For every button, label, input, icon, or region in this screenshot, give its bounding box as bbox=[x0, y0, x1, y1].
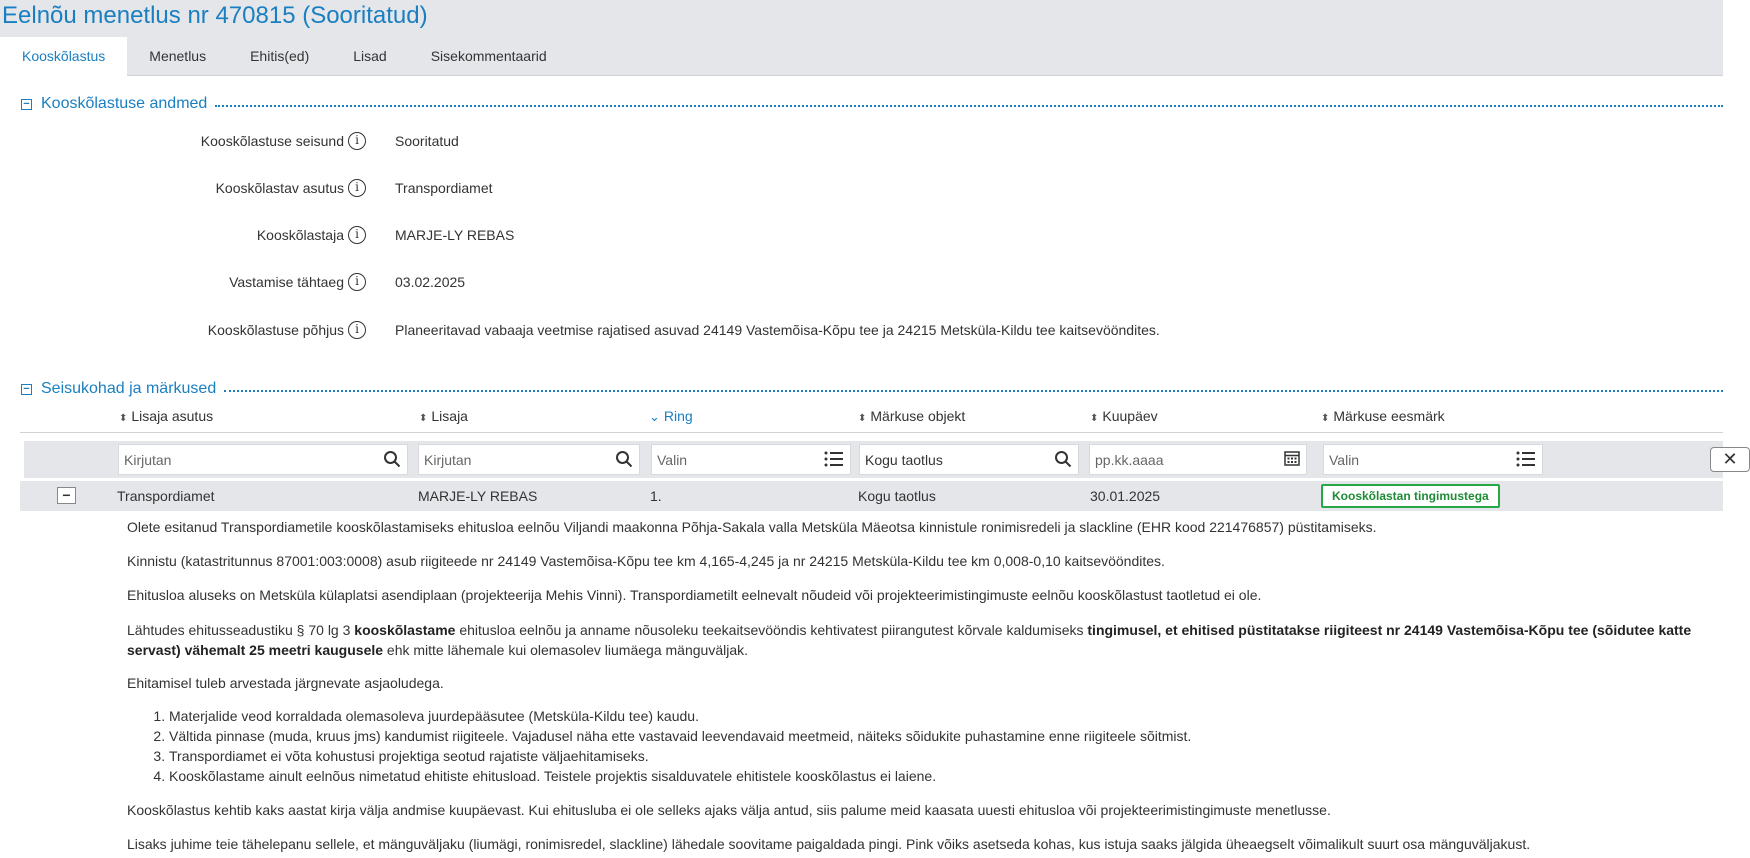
list-item: 2. Vältida pinnase (muda, kruus jms) kandumist riigiteele. Vajadusel näha ette vastavaid leevendavaid meetmeid, näiteks sõidukite puhastamine enne riigiteele sõitmist. bbox=[169, 726, 1723, 746]
tab-sisekommentaarid[interactable]: Sisekommentaarid bbox=[430, 48, 547, 64]
filter-lisaja bbox=[418, 444, 640, 475]
cell-ring: 1. bbox=[650, 488, 662, 504]
status-badge: Kooskõlastan tingimustega bbox=[1321, 484, 1500, 508]
cell-lisaja-asutus: Transpordiamet bbox=[117, 488, 215, 504]
cell-kuupaev: 30.01.2025 bbox=[1090, 488, 1161, 504]
sort-icon: ⬍ bbox=[419, 413, 428, 424]
info-label: Vastamise tähtaeg bbox=[229, 274, 344, 290]
cell-markuse-objekt: Kogu taotlus bbox=[858, 488, 936, 504]
column-header-kuupaev[interactable]: ⬍ Kuupäev bbox=[1090, 408, 1158, 424]
search-icon[interactable] bbox=[615, 450, 633, 473]
info-icon[interactable]: i bbox=[348, 321, 366, 339]
section-divider bbox=[224, 390, 1723, 392]
comment-paragraph: Lähtudes ehitusseadustiku § 70 lg 3 kooskõlastame ehitusloa eelnõu ja anname nõusoleku teekaitsevööndis kehtivatest piirangutest kõrvale kaldumiseks tingimusel, et ehitised püstitatakse riigiteest nr 24149 Vastemõisa-Kõpu tee (sõidutee katte servast) vähemalt 25 meetri kaugusele ehk mitte lähemale kui olemasolev liumäega mänguväljak. bbox=[127, 622, 1692, 658]
info-icon[interactable]: i bbox=[348, 273, 366, 291]
search-icon[interactable] bbox=[383, 450, 401, 473]
filter-select[interactable] bbox=[652, 445, 850, 474]
sort-icon: ⬍ bbox=[119, 413, 128, 424]
comment-paragraph: Ehitusloa aluseks on Metsküla külaplatsi asendiplaan (projekteerija Mehis Vinni). Transpordiametilt eelnevalt nõudeid või projekteerimistingimuste eelnõu kooskõlastust taotletud ei ole. bbox=[127, 587, 1262, 603]
section-divider bbox=[215, 105, 1723, 107]
page-header bbox=[0, 0, 1723, 76]
list-item: 3. Transpordiamet ei võta kohustusi projektiga seotud rajatiste väljaehitamiseks. bbox=[169, 746, 1723, 766]
info-value: Sooritatud bbox=[395, 133, 459, 149]
sort-icon: ⬍ bbox=[858, 413, 867, 424]
tab-ehitised[interactable]: Ehitis(ed) bbox=[250, 48, 310, 64]
column-header-markuse-eesmark[interactable]: ⬍ Märkuse eesmärk bbox=[1321, 408, 1445, 424]
clear-filters-button[interactable] bbox=[1710, 447, 1750, 472]
info-icon[interactable]: i bbox=[348, 179, 366, 197]
info-row-tahtaeg bbox=[0, 272, 1723, 292]
collapse-row-button[interactable]: − bbox=[57, 487, 76, 504]
collapse-section-icon[interactable]: − bbox=[21, 99, 32, 110]
list-icon[interactable] bbox=[1516, 450, 1536, 473]
cell-lisaja: MARJE-LY REBAS bbox=[418, 488, 538, 504]
comment-paragraph: Ehitamisel tuleb arvestada järgnevate asjaoludega. bbox=[127, 675, 444, 691]
search-icon[interactable] bbox=[1054, 450, 1072, 473]
section-title: Seisukohad ja märkused bbox=[41, 380, 217, 397]
info-label: Kooskõlastaja bbox=[256, 227, 344, 243]
info-icon[interactable]: i bbox=[348, 132, 366, 150]
tab-lisad[interactable]: Lisad bbox=[353, 48, 387, 64]
filter-kuupaev bbox=[1089, 444, 1307, 475]
calendar-icon[interactable] bbox=[1284, 450, 1300, 471]
section-header-kooskolastuse-andmed bbox=[21, 94, 1723, 114]
tab-kooskolastus[interactable]: Kooskõlastus bbox=[0, 37, 127, 76]
list-item: 1. Materjalide veod korraldada olemasoleva juurdepääsutee (Metsküla-Kildu tee) kaudu. bbox=[169, 706, 1723, 726]
sort-icon: ⬍ bbox=[1321, 413, 1330, 424]
page-title: Eelnõu menetlus nr 470815 (Sooritatud) bbox=[2, 2, 428, 29]
date-field[interactable] bbox=[1090, 445, 1306, 474]
table-header bbox=[20, 408, 1723, 433]
comment-paragraph: Olete esitanud Transpordiametile kooskõlastamiseks ehitusloa eelnõu Viljandi maakonna Põhja-Sakala valla Metsküla Mäeotsa kinnistule ronimisredeli ja slackline (EHR kood 221476857) püstitamiseks. bbox=[127, 519, 1377, 535]
filter-input[interactable] bbox=[419, 445, 639, 474]
filter-select[interactable] bbox=[1324, 445, 1542, 474]
filter-ring bbox=[651, 444, 851, 475]
close-icon: ✕ bbox=[1722, 449, 1738, 469]
collapse-section-icon[interactable]: − bbox=[21, 384, 32, 395]
info-row-asutus bbox=[0, 178, 1723, 198]
sort-icon: ⬍ bbox=[1090, 413, 1099, 424]
tab-bar bbox=[0, 37, 569, 76]
comment-paragraph: Lisaks juhime teie tähelepanu sellele, et mänguväljaku (liumägi, ronimisredel, slackline) lähedale soovitame paigaldada pingi. Pink võiks asetseda kohas, kus istuja saaks jälgida üheaegselt võimalikult suurt osa mänguväljakust. bbox=[127, 836, 1531, 852]
info-label: Kooskõlastav asutus bbox=[215, 180, 344, 196]
info-value: Transpordiamet bbox=[395, 180, 493, 196]
info-value: Planeeritavad vabaaja veetmise rajatised asuvad 24149 Vastemõisa-Kõpu tee ja 24215 Metsküla-Kildu tee kaitsevööndites. bbox=[395, 322, 1160, 338]
filter-input[interactable] bbox=[119, 445, 407, 474]
list-item: 4. Kooskõlastame ainult eelnõus nimetatud ehitiste ehitusload. Teistele projektis sisalduvatele ehitistele kooskõlastus ei laiene. bbox=[169, 766, 1723, 786]
column-header-lisaja-asutus[interactable]: ⬍ Lisaja asutus bbox=[119, 408, 214, 424]
comment-paragraph: Kinnistu (katastritunnus 87001:003:0008) asub riigiteede nr 24149 Vastemõisa-Kõpu tee km 4,165-4,245 ja nr 24215 Metsküla-Kildu tee km 0,008-0,10 kaitsevööndites. bbox=[127, 553, 1165, 569]
column-header-markuse-objekt[interactable]: ⬍ Märkuse objekt bbox=[858, 408, 966, 424]
column-header-ring[interactable]: ⌄ Ring bbox=[649, 408, 693, 424]
info-row-kooskolastaja bbox=[0, 225, 1723, 245]
column-header-lisaja[interactable]: ⬍ Lisaja bbox=[419, 408, 468, 424]
filter-input[interactable] bbox=[860, 445, 1078, 474]
info-row-seisund bbox=[0, 131, 1723, 151]
comment-list bbox=[127, 706, 1723, 786]
list-icon[interactable] bbox=[824, 450, 844, 473]
filter-lisaja-asutus bbox=[118, 444, 408, 475]
filter-markuse-objekt bbox=[859, 444, 1079, 475]
comment-paragraph: Kooskõlastus kehtib kaks aastat kirja välja andmise kuupäevast. Kui ehitusluba ei ole selleks ajaks välja antud, siis palume meid kaasata uuesti ehitusloa või projekteerimistingimuste menetlusse. bbox=[127, 802, 1331, 818]
chevron-down-icon: ⌄ bbox=[649, 409, 660, 424]
info-value: 03.02.2025 bbox=[395, 274, 466, 290]
info-label: Kooskõlastuse seisund bbox=[200, 133, 344, 149]
filter-markuse-eesmark bbox=[1323, 444, 1543, 475]
info-icon[interactable]: i bbox=[348, 226, 366, 244]
section-title: Kooskõlastuse andmed bbox=[41, 95, 208, 112]
section-header-seisukohad bbox=[21, 379, 1723, 399]
info-row-pohjus bbox=[0, 320, 1723, 340]
table-row[interactable] bbox=[20, 481, 1723, 511]
filter-bar bbox=[24, 441, 1738, 478]
info-value: MARJE-LY REBAS bbox=[395, 227, 515, 243]
info-label: Kooskõlastuse põhjus bbox=[207, 322, 344, 338]
tab-menetlus[interactable]: Menetlus bbox=[149, 48, 207, 64]
